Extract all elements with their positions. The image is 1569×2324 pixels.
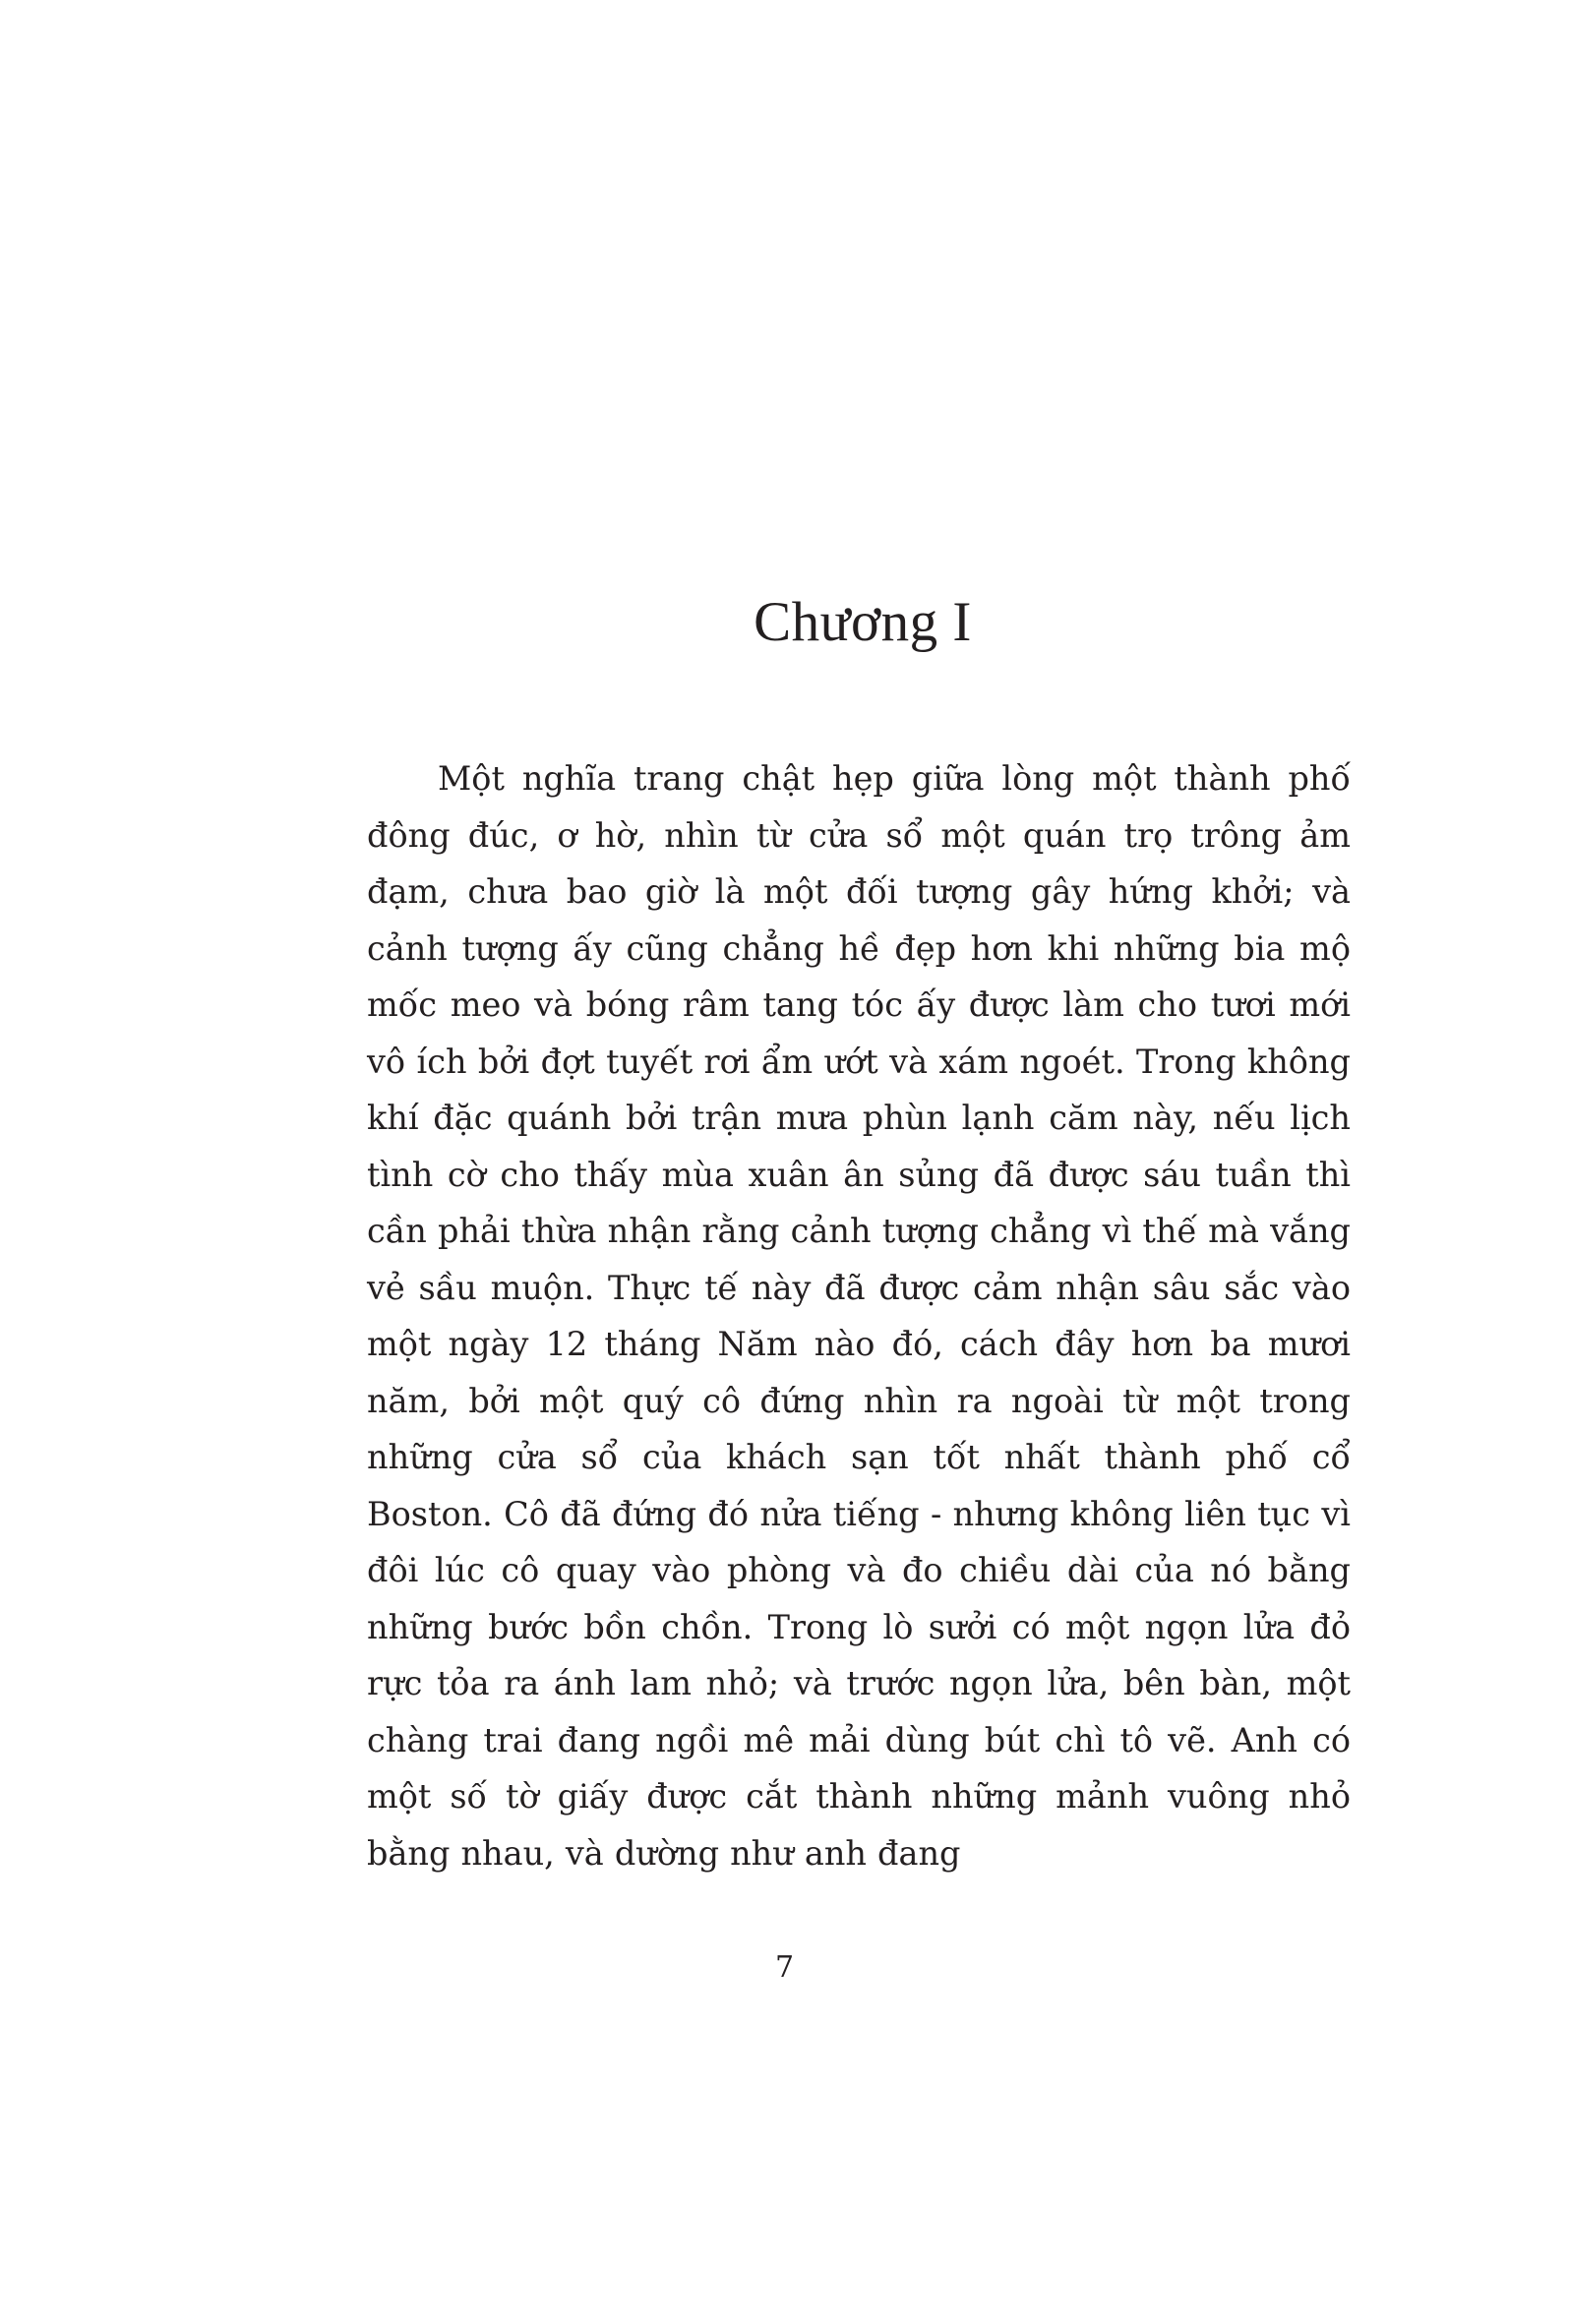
chapter-title: Chương I [754,591,972,653]
page-text-block [367,590,1351,1881]
body-paragraph: Một nghĩa trang chật hẹp giữa lòng một thành phố đông đúc, ơ hờ, nhìn từ cửa sổ một quán trọ trông ảm đạm, chưa bao giờ là một đối tượng gây hứng khởi; và cảnh tượng ấy cũng chẳng hề đẹp hơn khi những bia mộ mốc meo và bóng râm tang tóc ấy được làm cho tươi mới vô ích bởi đợt tuyết rơi ẩm ướt và xám ngoét. Trong không khí đặc quánh bởi trận mưa phùn lạnh căm này, nếu lịch tình cờ cho thấy mùa xuân ân sủng đã được sáu tuần thì cần phải thừa nhận rằng cảnh tượng chẳng vì thế mà vắng vẻ sầu muộn. Thực tế này đã được cảm nhận sâu sắc vào một ngày 12 tháng Năm nào đó, cách đây hơn ba mươi năm, bởi một quý cô đứng nhìn ra ngoài từ một trong những cửa sổ của khách sạn tốt nhất thành phố cổ Boston. Cô đã đứng đó nửa tiếng - nhưng không liên tục vì đôi lúc cô quay vào phòng và đo chiều dài của nó bằng những bước bồn chồn. Trong lò sưởi có một ngọn lửa đỏ rực tỏa ra ánh lam nhỏ; và trước ngọn lửa, bên bàn, một chàng trai đang ngồi mê mải dùng bút chì tô vẽ. Anh có một số tờ giấy được cắt thành những mảnh vuông nhỏ bằng nhau, và dường như anh đang [367,759,1351,1873]
page-number: 7 [774,1950,795,1985]
